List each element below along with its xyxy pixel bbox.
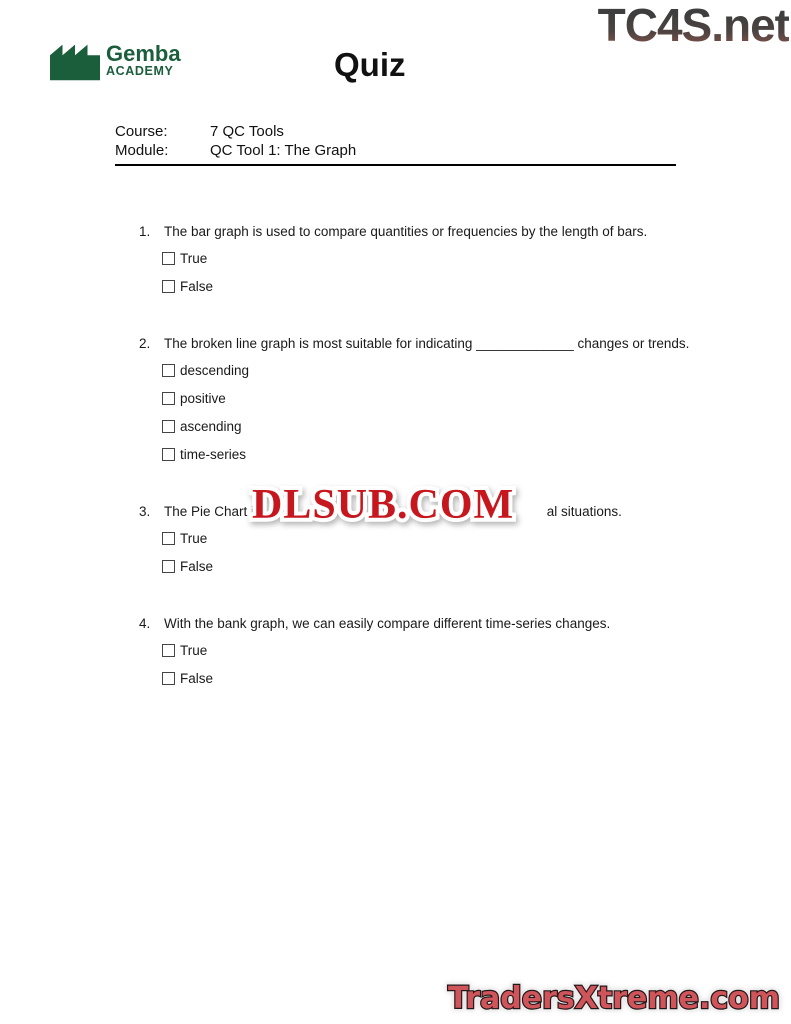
- factory-icon: [50, 41, 106, 81]
- option-checkbox[interactable]: [162, 644, 175, 657]
- question-text-prefix: The Pie Chart is: [164, 504, 261, 519]
- tc4s-watermark: TC4S.net: [597, 0, 789, 51]
- dlsub-watermark: DLSUB.COM: [252, 482, 515, 528]
- option-checkbox[interactable]: [162, 448, 175, 461]
- course-row: [115, 122, 676, 141]
- option-label: True: [180, 643, 208, 658]
- question-3-option-true: [162, 532, 699, 560]
- option-label: True: [180, 251, 208, 266]
- option-checkbox[interactable]: [162, 364, 175, 377]
- option-label: False: [180, 279, 214, 294]
- option-checkbox[interactable]: [162, 560, 175, 573]
- option-checkbox[interactable]: [162, 280, 175, 293]
- question-text-suffix: al situations.: [546, 504, 622, 519]
- option-checkbox[interactable]: [162, 420, 175, 433]
- question-number: 3.: [139, 504, 151, 519]
- question-4-option-true: [162, 644, 699, 672]
- course-label: Course:: [115, 123, 168, 140]
- course-value: 7 QC Tools: [210, 123, 284, 140]
- module-value: QC Tool 1: The Graph: [210, 142, 357, 159]
- gemba-logo: [50, 41, 181, 81]
- option-label: ascending: [180, 419, 242, 434]
- question-1-option-false: [162, 280, 699, 308]
- question-3-option-false: [162, 560, 699, 588]
- gemba-logo-subtitle: ACADEMY: [106, 64, 174, 78]
- option-label: False: [180, 671, 214, 686]
- question-number: 1.: [139, 224, 151, 239]
- question-list: [139, 224, 699, 728]
- option-label: positive: [180, 391, 226, 406]
- question-1-option-true: [162, 252, 699, 280]
- question-number: 4.: [139, 616, 151, 631]
- question-text: The broken line graph is most suitable for indicating _____________ changes or trends.: [164, 336, 690, 351]
- gemba-logo-text: [106, 41, 181, 78]
- option-checkbox[interactable]: [162, 672, 175, 685]
- question-text: With the bank graph, we can easily compare different time-series changes.: [164, 616, 611, 631]
- question-number: 2.: [139, 336, 151, 351]
- question-2-option-ascending: [162, 420, 699, 448]
- option-label: True: [180, 531, 208, 546]
- option-checkbox[interactable]: [162, 252, 175, 265]
- tradersxtreme-watermark: TradersXtreme.com: [448, 981, 780, 1016]
- question-2-line: [139, 336, 699, 351]
- option-label: descending: [180, 363, 250, 378]
- question-1-line: [139, 224, 699, 239]
- option-label: False: [180, 559, 214, 574]
- option-checkbox[interactable]: [162, 532, 175, 545]
- question-2-option-positive: [162, 392, 699, 420]
- gemba-logo-name: Gemba: [106, 41, 181, 66]
- question-text: The bar graph is used to compare quantities or frequencies by the length of bars.: [164, 224, 648, 239]
- option-label: time-series: [180, 447, 247, 462]
- module-row: [115, 141, 676, 160]
- option-checkbox[interactable]: [162, 392, 175, 405]
- question-4-line: [139, 616, 699, 631]
- module-label: Module:: [115, 142, 169, 159]
- question-2-option-time-series: [162, 448, 699, 476]
- course-module-header: [115, 122, 676, 166]
- question-2-option-descending: [162, 364, 699, 392]
- page-title: Quiz: [334, 46, 406, 83]
- question-4: [139, 616, 699, 700]
- question-4-option-false: [162, 672, 699, 700]
- question-1: [139, 224, 699, 308]
- question-2: [139, 336, 699, 476]
